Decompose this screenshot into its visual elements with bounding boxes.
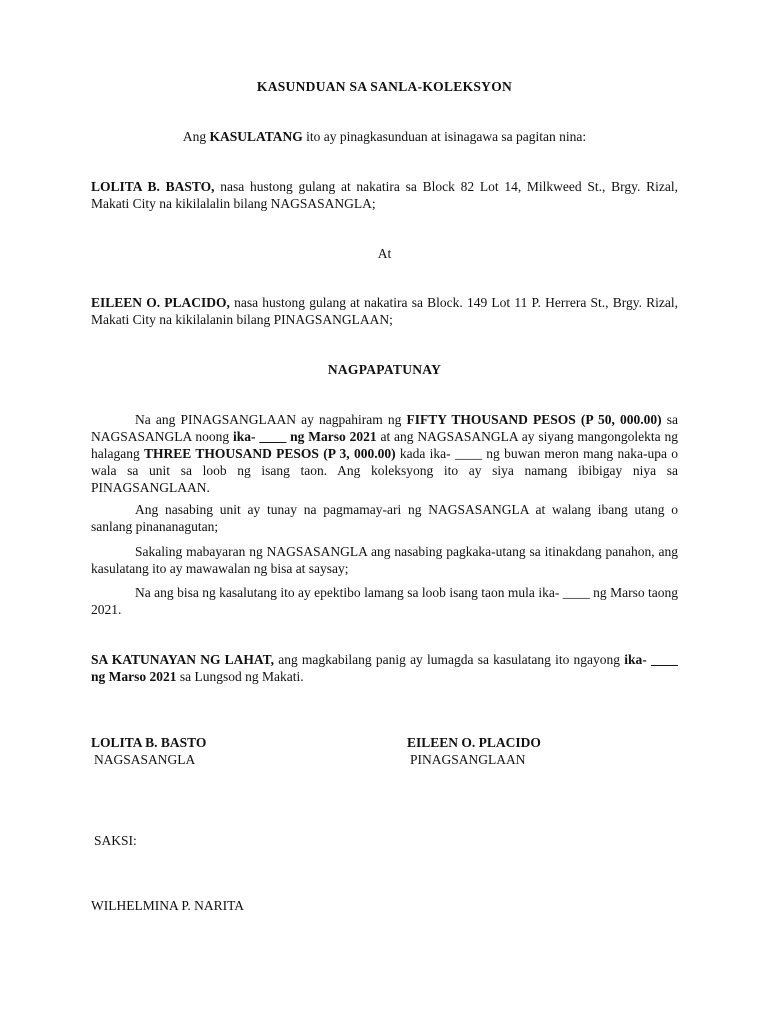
party1-name: LOLITA B. BASTO, [91,179,215,194]
para1-loan-date: ika- ____ ng Marso 2021 [232,429,377,444]
witness-label: SAKSI: [94,833,137,848]
closing-bold-1: SA KATUNAYAN NG LAHAT, [91,652,275,667]
section-heading: NAGPAPATUNAY [327,362,442,377]
body-paragraph-1 [91,411,678,496]
party2-paragraph [91,294,678,328]
signatory-left-name: LOLITA B. BASTO [91,735,207,750]
para1-text-4: kada ika- ____ ng buwan meron mang naka-upa o wala sa unit sa loob ng isang taon. Ang koleksyong ito ay siya namang ibibigay niya sa PINAGSANGLAAN. [91,446,678,495]
closing-paragraph [91,651,678,685]
signatory-right-role: PINAGSANGLAAN [410,752,526,767]
signatory-left [91,734,206,768]
signatory-left-role: NAGSASANGLA [94,752,196,767]
intro-bold: KASULATANG [209,129,303,144]
intro-line [91,128,678,145]
para1-text-2: sa NAGSASANGLA noong [91,412,679,444]
signatory-right [407,734,541,768]
party1-paragraph [91,178,678,212]
para1-text-1: Na ang PINAGSANGLAAN ay nagpahiram ng [135,412,407,427]
body-paragraph-3: Sakaling mabayaran ng NAGSASANGLA ang nasabing pagkaka-utang sa itinakdang panahon, ang kasulatang ito ay mawawalan ng bisa at saysay; [91,544,678,576]
party2-text: nasa hustong gulang at nakatira sa Block. 149 Lot 11 P. Herrera St., Brgy. Rizal, Makati City na kikilalanin bilang PINAGSANGLAAN; [91,295,678,327]
document-title: KASUNDUAN SA SANLA-KOLEKSYON [256,79,513,94]
para1-text-3: at ang NAGSASANGLA ay siyang mangongolekta ng halagang [91,429,679,461]
at-separator: At [377,246,392,261]
body-paragraph-4: Na ang bisa ng kasalutang ito ay epektibo lamang sa loob isang taon mula ika- ____ ng Marso taong 2021. [91,585,678,617]
party2-name: EILEEN O. PLACIDO, [91,295,230,310]
closing-date: ika- ____ ng Marso 2021 [91,652,678,684]
witness-name: WILHELMINA P. NARITA [91,898,245,913]
intro-pre: Ang [182,129,210,144]
para1-loan-amount: FIFTY THOUSAND PESOS (P 50, 000.00) [406,412,662,427]
intro-post: ito ay pinagkasunduan at isinagawa sa pagitan nina: [302,129,587,144]
signatory-right-name: EILEEN O. PLACIDO [407,735,541,750]
para1-collection-amount: THREE THOUSAND PESOS (P 3, 000.00) [144,446,396,461]
body-paragraph-2: Ang nasabing unit ay tunay na pagmamay-ari ng NAGSASANGLA at walang ibang utang o sanlang pinananagutan; [91,502,678,534]
closing-text-2: sa Lungsod ng Makati. [176,669,304,684]
closing-text-1: ang magkabilang panig ay lumagda sa kasulatang ito ngayong [274,652,625,667]
party1-text: nasa hustong gulang at nakatira sa Block 82 Lot 14, Milkweed St., Brgy. Rizal, Makati City na kikilalalin bilang NAGSASANGLA; [91,179,678,211]
